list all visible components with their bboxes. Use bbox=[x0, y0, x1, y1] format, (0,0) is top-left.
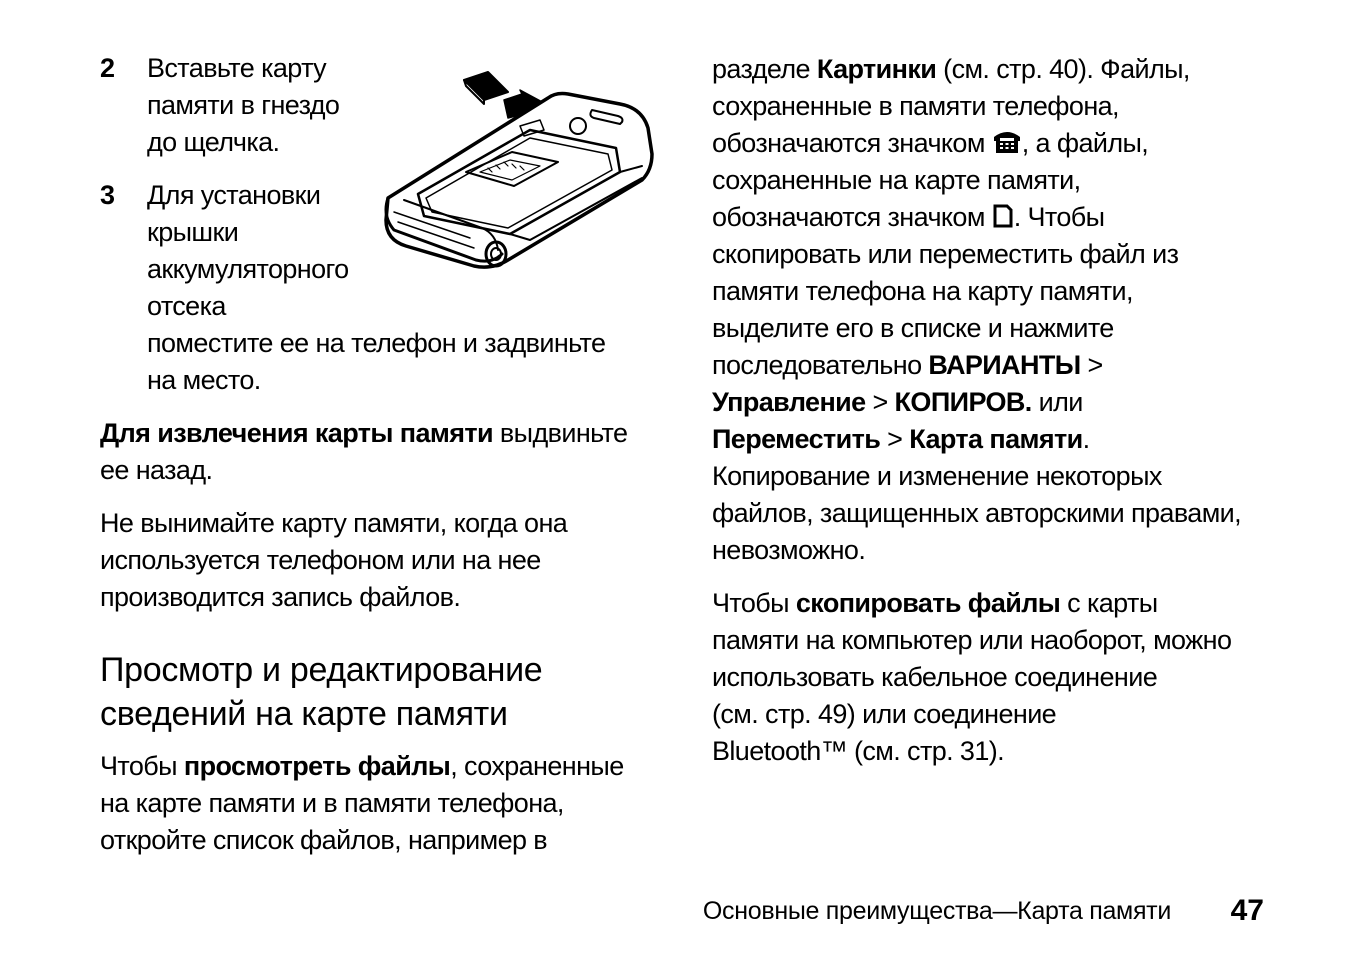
remove-card-line: ее назад. bbox=[100, 455, 213, 485]
copy-files-bold: скопировать файлы bbox=[795, 588, 1061, 618]
menu-memory-card: Карта памяти bbox=[909, 424, 1083, 454]
view-files-text: Чтобы bbox=[100, 751, 184, 781]
body-text: . Чтобы bbox=[1013, 202, 1105, 232]
step-3-line: аккумуляторного bbox=[147, 254, 349, 284]
step-2-line: до щелчка. bbox=[147, 127, 280, 157]
step-3-line: поместите ее на телефон и задвиньте bbox=[147, 328, 606, 358]
page-footer bbox=[0, 894, 1345, 934]
body-text: Чтобы bbox=[712, 588, 796, 618]
body-text: или bbox=[1031, 387, 1083, 417]
step-2-line: Вставьте карту bbox=[147, 53, 327, 83]
menu-options: ВАРИАНТЫ bbox=[928, 350, 1081, 380]
body-text: использовать кабельное соединение bbox=[712, 662, 1158, 692]
body-text: невозможно. bbox=[712, 535, 866, 565]
warning-line: производится запись файлов. bbox=[100, 582, 461, 612]
step-number: 3 bbox=[100, 180, 115, 210]
body-text: файлов, защищенных авторскими правами, bbox=[712, 498, 1242, 528]
remove-card-paragraph bbox=[100, 415, 660, 489]
body-text: (см. стр. 49) или соединение bbox=[712, 699, 1057, 729]
warning-line: используется телефоном или на нее bbox=[100, 545, 541, 575]
step-number: 2 bbox=[100, 53, 115, 83]
body-text: обозначаются значком bbox=[712, 128, 992, 158]
view-files-line: на карте памяти и в памяти телефона, bbox=[100, 788, 564, 818]
section-heading bbox=[100, 648, 660, 736]
phone-memory-icon bbox=[992, 129, 1022, 155]
view-files-text: , сохраненные bbox=[450, 751, 624, 781]
body-text: сохраненные на карте памяти, bbox=[712, 165, 1081, 195]
body-text: разделе bbox=[712, 54, 817, 84]
body-text: памяти телефона на карту памяти, bbox=[712, 276, 1133, 306]
body-text: > bbox=[1080, 350, 1103, 380]
warning-paragraph bbox=[100, 505, 660, 616]
remove-card-text: выдвиньте bbox=[493, 418, 628, 448]
step-3-line: отсека bbox=[147, 291, 226, 321]
warning-line: Не вынимайте карту памяти, когда она bbox=[100, 508, 568, 538]
view-files-bold: просмотреть файлы bbox=[183, 751, 451, 781]
body-text: (см. стр. 40). Файлы, bbox=[936, 54, 1190, 84]
remove-card-bold: Для извлечения карты памяти bbox=[100, 418, 494, 448]
copy-files-paragraph bbox=[712, 585, 1292, 770]
body-text: Bluetooth™ (см. стр. 31). bbox=[712, 736, 1005, 766]
heading-line-1: Просмотр и редактирование bbox=[100, 651, 543, 689]
view-files-paragraph bbox=[100, 748, 660, 859]
step-2-line: памяти в гнездо bbox=[147, 90, 340, 120]
memory-card-icon bbox=[992, 203, 1014, 229]
body-text: выделите его в списке и нажмите bbox=[712, 313, 1114, 343]
footer-section-title: Основные преимущества—Карта памяти bbox=[702, 897, 1171, 925]
heading-line-2: сведений на карте памяти bbox=[100, 695, 508, 733]
body-text: Копирование и изменение некоторых bbox=[712, 461, 1162, 491]
body-text: скопировать или переместить файл из bbox=[712, 239, 1179, 269]
body-text: обозначаются значком bbox=[712, 202, 992, 232]
body-text: сохраненные в памяти телефона, bbox=[712, 91, 1119, 121]
body-text: последовательно bbox=[712, 350, 929, 380]
menu-copy: КОПИРОВ. bbox=[894, 387, 1032, 417]
menu-move: Переместить bbox=[712, 424, 881, 454]
step-3-line: Для установки bbox=[147, 180, 321, 210]
phone-memory-card-illustration bbox=[380, 70, 655, 280]
view-files-line: откройте список файлов, например в bbox=[100, 825, 548, 855]
menu-manage: Управление bbox=[712, 387, 866, 417]
page-number: 47 bbox=[1230, 894, 1264, 927]
body-text: . bbox=[1082, 424, 1090, 454]
menu-pictures: Картинки bbox=[816, 54, 937, 84]
step-3-line: на место. bbox=[147, 365, 261, 395]
body-text: > bbox=[880, 424, 910, 454]
body-text: памяти на компьютер или наоборот, можно bbox=[712, 625, 1232, 655]
body-text: > bbox=[865, 387, 895, 417]
right-column bbox=[712, 51, 1292, 770]
body-text: , а файлы, bbox=[1021, 128, 1149, 158]
step-3-line: крышки bbox=[147, 217, 239, 247]
body-text: с карты bbox=[1060, 588, 1158, 618]
